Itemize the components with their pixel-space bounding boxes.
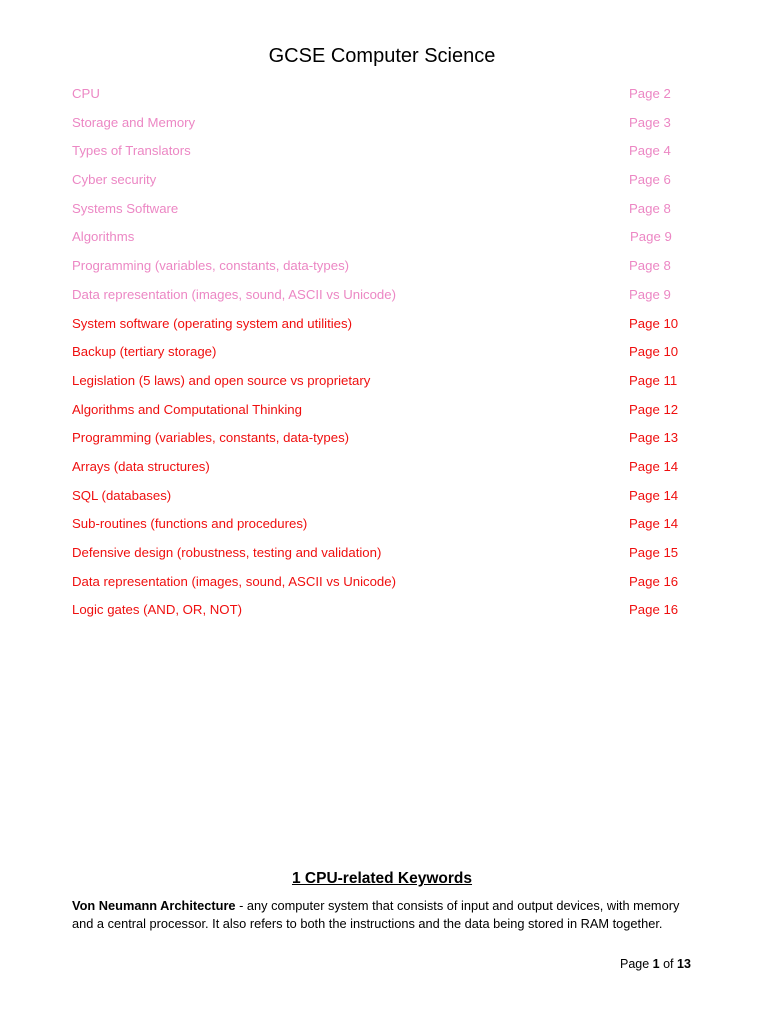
toc-row [72, 142, 692, 171]
toc-page-number: Page 14 [629, 516, 679, 532]
table-of-contents [72, 85, 692, 630]
toc-topic: Programming (variables, constants, data-types) [72, 258, 350, 274]
toc-row [72, 315, 692, 344]
toc-page-number: Page 12 [629, 401, 679, 417]
toc-row [72, 171, 692, 200]
toc-topic: System software (operating system and utilities) [72, 315, 352, 331]
toc-topic: Data representation (images, sound, ASCII vs Unicode) [72, 286, 396, 302]
section-heading: 1 CPU-related Keywords [291, 870, 473, 887]
footer-total-pages: 13 [677, 957, 691, 971]
toc-row [72, 114, 692, 143]
toc-page-number: Page 8 [629, 200, 671, 216]
toc-page-number: Page 16 [629, 602, 679, 618]
toc-topic: Algorithms and Computational Thinking [72, 401, 302, 417]
toc-row [72, 257, 692, 286]
document-title: GCSE Computer Science [268, 45, 496, 67]
toc-row [72, 401, 692, 430]
toc-row [72, 544, 692, 573]
toc-topic: Systems Software [72, 200, 179, 216]
definition-text: - any computer system that consists of input and output devices, with memory and a central processor. It also refers to both the instructions and the data being stored in RAM together. [72, 898, 680, 931]
toc-topic: SQL (databases) [72, 487, 172, 503]
definition-paragraph [72, 897, 696, 932]
footer-current-page: 1 [652, 957, 660, 971]
toc-page-number: Page 16 [629, 573, 679, 589]
toc-topic: Cyber security [72, 172, 157, 188]
footer-page-word: Page [620, 957, 653, 971]
toc-topic: Data representation (images, sound, ASCII vs Unicode) [72, 573, 396, 589]
toc-page-number: Page 14 [629, 458, 679, 474]
definition-term: Von Neumann Architecture [72, 898, 236, 913]
toc-page-number: Page 6 [629, 172, 671, 188]
toc-row [72, 372, 692, 401]
toc-topic: Arrays (data structures) [72, 458, 210, 474]
toc-topic: Storage and Memory [72, 114, 196, 130]
toc-row [72, 286, 692, 315]
toc-row [72, 85, 692, 114]
toc-page-number: Page 10 [629, 344, 679, 360]
toc-topic: Logic gates (AND, OR, NOT) [72, 602, 243, 618]
toc-page-number: Page 4 [629, 143, 671, 159]
toc-row [72, 487, 692, 516]
toc-page-number: Page 10 [629, 315, 679, 331]
page-footer [620, 957, 691, 971]
toc-row [72, 343, 692, 372]
toc-page-number: Page 9 [630, 229, 672, 245]
toc-row [72, 228, 692, 257]
toc-topic: Legislation (5 laws) and open source vs proprietary [72, 372, 371, 388]
toc-page-number: Page 13 [629, 430, 679, 446]
toc-page-number: Page 8 [629, 258, 671, 274]
toc-topic: Types of Translators [72, 143, 191, 159]
toc-topic: Algorithms [72, 229, 135, 245]
toc-row [72, 515, 692, 544]
toc-page-number: Page 14 [629, 487, 679, 503]
footer-of-word: of [659, 957, 677, 971]
toc-page-number: Page 15 [629, 545, 679, 560]
toc-topic: Programming (variables, constants, data-types) [72, 430, 350, 446]
toc-row [72, 429, 692, 458]
toc-page-number: Page 11 [629, 372, 678, 388]
toc-row [72, 573, 692, 602]
toc-page-number: Page 2 [629, 86, 671, 101]
toc-row [72, 458, 692, 487]
toc-row [72, 601, 692, 630]
toc-topic: Sub-routines (functions and procedures) [72, 516, 308, 532]
toc-topic: CPU [72, 86, 100, 101]
toc-topic: Backup (tertiary storage) [72, 344, 217, 360]
toc-page-number: Page 9 [629, 286, 671, 302]
toc-topic: Defensive design (robustness, testing and validation) [72, 545, 382, 560]
toc-page-number: Page 3 [629, 114, 671, 130]
toc-row [72, 200, 692, 229]
